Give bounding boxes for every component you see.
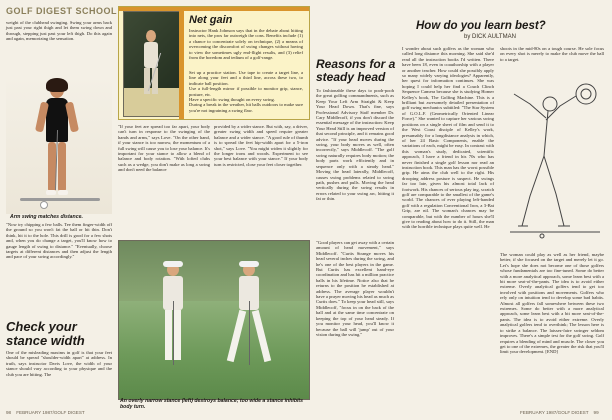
footer-left-page	[6, 410, 85, 415]
check-stance-text: One of the misleading maxims in golf is that your feet should be spread "shoulder-width apart" at address. In truth, says instructor Davis Love, the width of your stance should vary according to your physique and the club you are hitting. The	[6, 350, 112, 377]
net-gain-list	[189, 70, 303, 113]
stance-text-col1: "If your feet are spread too far apart, your body can't turn in response to the swinging of the hands and arms," says Love. "On the other hand, if your stance is too narrow, the momentum of a full swing will cause you to lose your balance. It's important for your stance to allow a blend of balance and body rotation. "With lofted clubs such as a wedge, you don't make as long a swing and don't need the balance	[118, 124, 210, 173]
stance-photo-caption: An overly narrow stance (left) destroys balance; too wide a stance inhibits body turn.	[120, 398, 304, 410]
footer-right-page-number: 99	[593, 410, 599, 415]
learn-byline: by DICK AULTMAN	[464, 34, 516, 40]
net-gain-title: Net gain	[189, 14, 233, 26]
reasons-text-col1: To fashionable these days to pooh-pooh the great golfing commandments, such as Keep Your Left Arm Straight & Keep Your Head Down. That's fine, says Professional Advisory Staff member Dr. Cary Middlecoff, if you don't discard the essential message of the instruction: Keep Your Head Still is an improved version of that second principle, and it remains good advice. "If your head moves during the swing, your body moves as well, often incorrectly," says Middlecoff. "The golf swing naturally requires body motion; the body parts work efficiently and in sequence only with a steady head." Moving the head laterally, Middlecoff, causes swing problems related to swing path, pushes and pulls. Moving the head vertically during the swing results in errors related to your swing arc, hitting it fat or thin.	[316, 88, 394, 202]
check-stance-title-line2: stance width	[6, 333, 85, 348]
stance-text-col2: provided by a wider stance. But with, say, a driver, greater swing width and speed require greater balance and a wider stance. "A good rule of thumb is to spread the feet hip-width apart for a 5-iron shot," says Love. "You might widen it slightly for the longer irons and woods. Experiment to see your best balance with your stance." If your body turn is restricted, close your feet closer together.	[214, 124, 308, 167]
reasons-title-line2: steady head	[316, 70, 386, 84]
learn-text-col3: The woman could play as well as her friend, maybe better, if she focused on the target and merely let it go. Let's hope she does not become one of those golfers whose fundamentals are too fine-tuned. Some do better with a more analytical approach, some learn best with a bit more seat-of-the-pants. The idea is to avoid either extreme. Overly analytical golfers tend to get too involved with positions and movements. Golfers who rely only on intuition tend to develop some bad habits. Almost all golfers fall somewhere between these two extremes. Some do better with a more analytical approach, some learn best with a bit more seat-of-the-pants. The idea is to avoid either extreme. Overly analytical golfers tend to overthink; The lesson here is to strike a balance. The laissez-faire swinger seldom improves. There's a simple test for the golf swing. Golf requires a blending of mind and muscle. The closer you get to one of the extremes, the greater the risk that you'll limit your development. [END]	[500, 252, 604, 355]
footer-right-page	[520, 410, 599, 415]
learn-title: How do you learn best?	[416, 20, 546, 32]
net-gain-box	[118, 6, 310, 120]
arm-swing-caption: Arm swing matches distance.	[10, 214, 83, 220]
net-gain-item: Set up a practice station. Use tape to create a target line, a line along your feet and a third line, across these two, to indicate ball position.	[189, 70, 303, 86]
check-stance-title	[6, 320, 116, 348]
section-header: GOLF DIGEST SCHOOL	[6, 6, 118, 16]
net-gain-item: During a break in the weather, hit balls outdoors to make sure you're not ingraining a swing flaw.	[189, 102, 303, 113]
reasons-text-col2: "Good players can get away with a certain amount of head movement," says Middlecoff. "Curtis Strange moves his head several inches during the swing, and he's one of the best players in the game. But Curtis has excellent hand-eye coordination and has hit a million practice balls in his lifetime. Notice also that he returns to the position he established at address. The average player wouldn't have a prayer moving his head as much as Curtis does." To keep your head still, says Middlecoff, "focus in on the back of the ball and at the same time concentrate on keeping the top of your head steady. If you monitor your head, you'll know it because the ball will 'jump' out of your vision during the swing."	[316, 240, 394, 337]
learn-text-col1: I wonder about such golfers as the woman who called long distance this morning. She said she'd read all the instruction books I'd written. There have been 18, even in coauthorship with a player or another teacher. How could she possibly apply so many widely varying ideologies? Apparently, her quest for information continues. She was hoping I could help her find a Couch Clinch Sequence Camera because she is studying Homer Kelley's book, The Golfing Machine. This is a brilliant but awesomely detailed presentation of golf swing mechanics subtitled: "The Star System of G.O.L.F. (Geometrically Oriented Linear Force)." She wanted to capture her various swing positions on a single sheet of film and send it to the West Coast disciple of Kelley's work, presumably for a longdistance analysis in which, of her 24 Basic Components, enable the variations of each, might be easy. In contrast with this woman's study, dedicated, scientific approach, I have a friend in his 70s who has never finished a single golf lesson nor read an instruction book. This man has the worst possible grip. He aims the club well to the right. His drooping address posture is suspect. He swings far too late, given his almost total lack of footwork. His chances of serious play ing, scratch golf are comparable to the smallest of the game's world. The chances of ever playing left-handed golf with a regulation Conventional Iron, a 3-Bat Grip, are nil. The woman's chances may be comparable, but with the number of hours she'll give to reading about how to do it. Still, the man with the horrible technique plays quite well. He	[402, 46, 494, 230]
footer-left-page-number: 98	[6, 410, 12, 415]
net-gain-text: Instructor Hank Johnson says that in the debate about hitting into nets, the pros far outweigh the cons. Benefits include (1) a chance to concentrate solely on technique, (2) a means of overcoming the discomfort of swing changes without having to view the sometimes ugly end-flight results, and (3) relief from the boredom and tedium of a golf-range.	[189, 28, 303, 61]
net-gain-item: Use a full-length mirror if possible to monitor grip, stance, posture, etc.	[189, 86, 303, 97]
stance-photo	[118, 240, 310, 400]
net-gain-photo	[123, 11, 181, 117]
net-gain-item: Have a specific swing thought on every swing.	[189, 97, 275, 103]
left-column-chipping: "Now try chipping a few balls. Tee them finger-width off the ground so you won't fat the ball or hit thin. Don't think, hit it to the hole. This drill is good for a few shots and, when you do change a target, you'll know how to gauge length of swing to distance." "Eventually, choose targets at different distances and then adjust the length and pace of your swing accordingly."	[6, 222, 112, 260]
check-stance-title-line1: Check your	[6, 319, 77, 334]
arm-swing-photo	[6, 74, 112, 214]
footer-left-label: FEBRUARY 1987/GOLF DIGEST	[16, 410, 85, 415]
learn-text-col2: shoots in the mid-80s on a tough course. He sole focus on every shot is merely to make the club move the ball to a target.	[500, 46, 604, 62]
reasons-title-line1: Reasons for a	[316, 57, 396, 71]
golfer-sketch-illustration	[500, 76, 606, 248]
left-column-intro: weight of the clubhead swinging. Swing your arms back just past your right thigh and let them swing down and through, stepping just past your left thigh. Do this again and again, memorizing the sensation.	[6, 20, 112, 42]
footer-right-label: FEBRUARY 1987/GOLF DIGEST	[520, 410, 589, 415]
